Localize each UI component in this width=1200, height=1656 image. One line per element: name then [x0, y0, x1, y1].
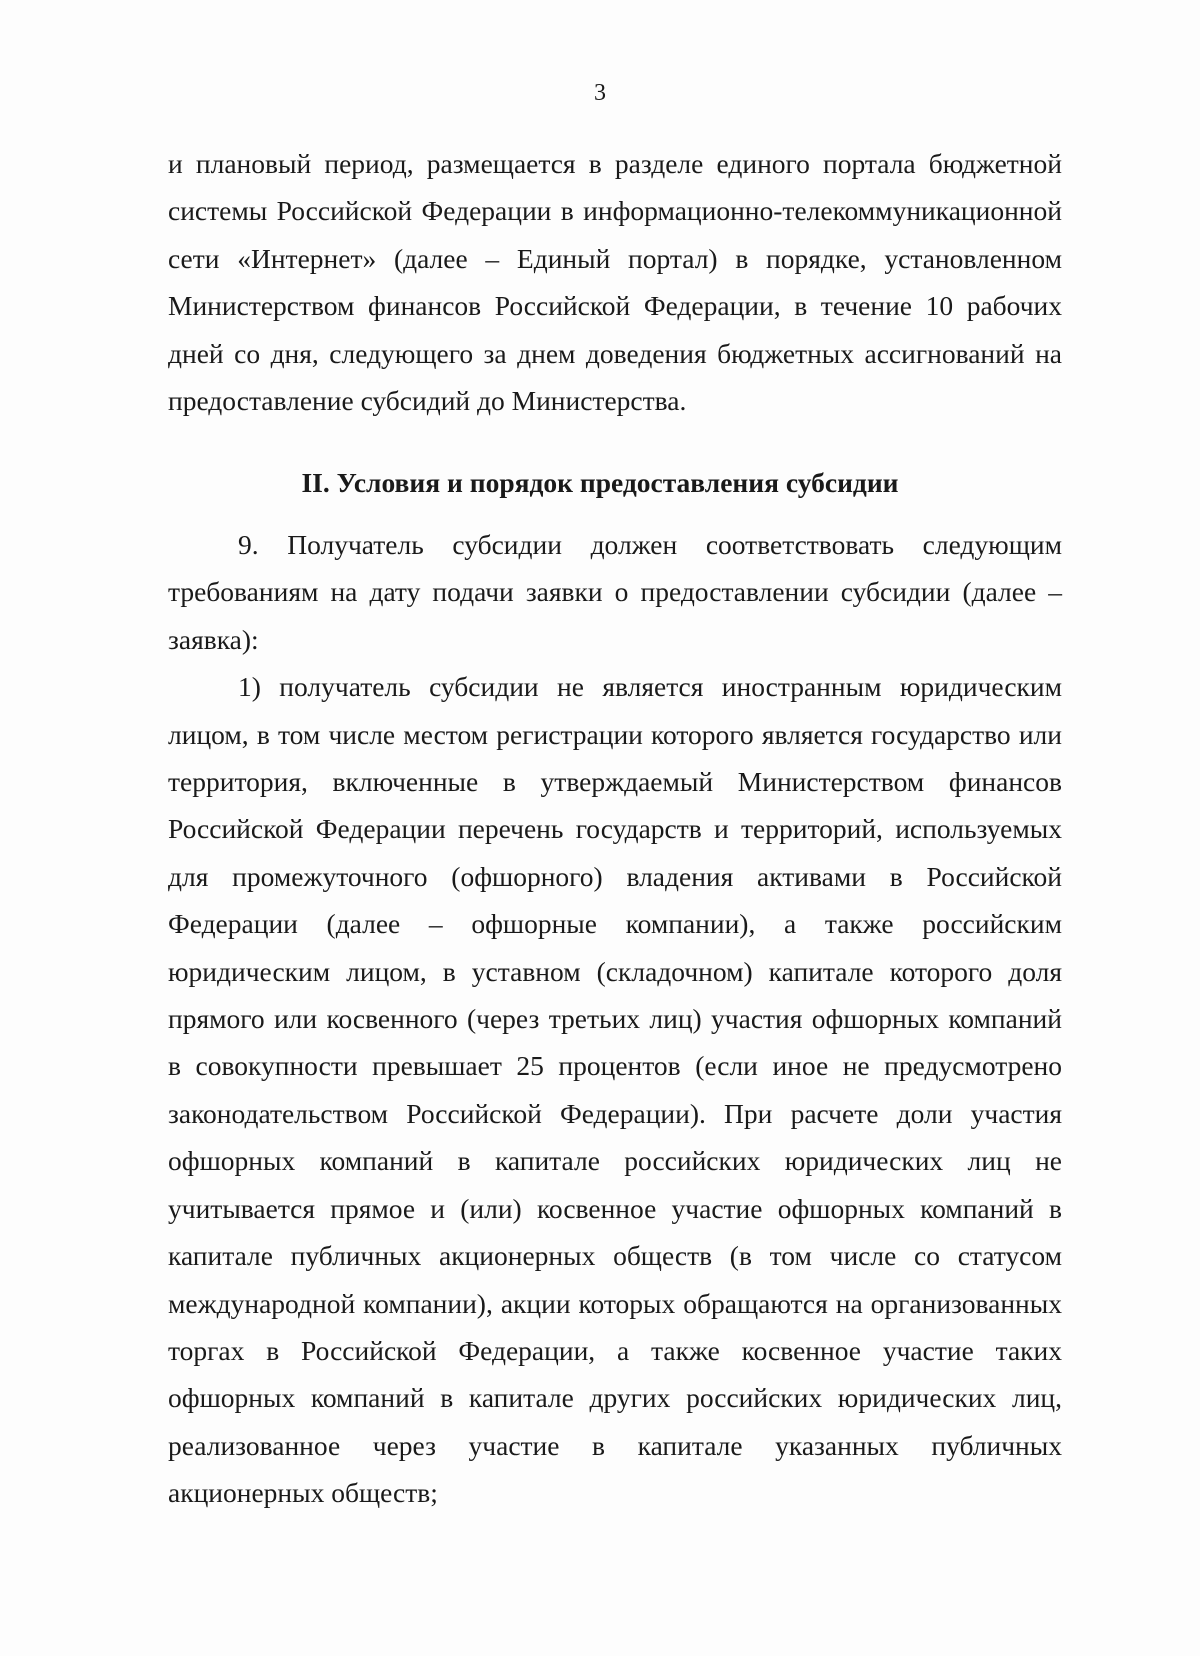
section-heading: II. Условия и порядок предоставления субсидии: [301, 467, 899, 498]
intro-paragraph-block: [168, 140, 1062, 424]
intro-paragraph: и плановый период, размещается в разделе единого портала бюджетной системы Российской Федерации в информационно-телекоммуникационной сети «Интернет» (далее – Единый портал) в порядке, установленном Министерством финансов Российской Федерации, в течение 10 рабочих дней со дня, следующего за днем доведения бюджетных ассигнований на предоставление субсидий до Министерства.: [168, 148, 1062, 417]
item-9-1-paragraph: 1) получатель субсидии не является иностранным юридическим лицом, в том числе местом регистрации которого является государство или территория, включенные в утверждаемый Министерством финансов Российской Федерации перечень государств и территорий, используемых для промежуточного (офшорного) владения активами в Российской Федерации (далее – офшорные компании), а также российским юридическим лицом, в уставном (складочном) капитале которого доля прямого или косвенного (через третьих лиц) участия офшорных компаний в совокупности превышает 25 процентов (если иное не предусмотрено законодательством Российской Федерации). При расчете доли участия офшорных компаний в капитале российских юридических лиц не учитывается прямое и (или) косвенное участие офшорных компаний в капитале публичных акционерных обществ (в том числе со статусом международной компании), акции которых обращаются на организованных торгах в Российской Федерации, а также косвенное участие таких офшорных компаний в капитале других российских юридических лиц, реализованное через участие в капитале указанных публичных акционерных обществ;: [168, 671, 1062, 1509]
item-9-paragraph: 9. Получатель субсидии должен соответствовать следующим требованиям на дату подачи заявки о предоставлении субсидии (далее – заявка):: [168, 529, 1062, 655]
body-text-block: [168, 521, 1062, 1517]
page-number: 3: [594, 80, 606, 106]
